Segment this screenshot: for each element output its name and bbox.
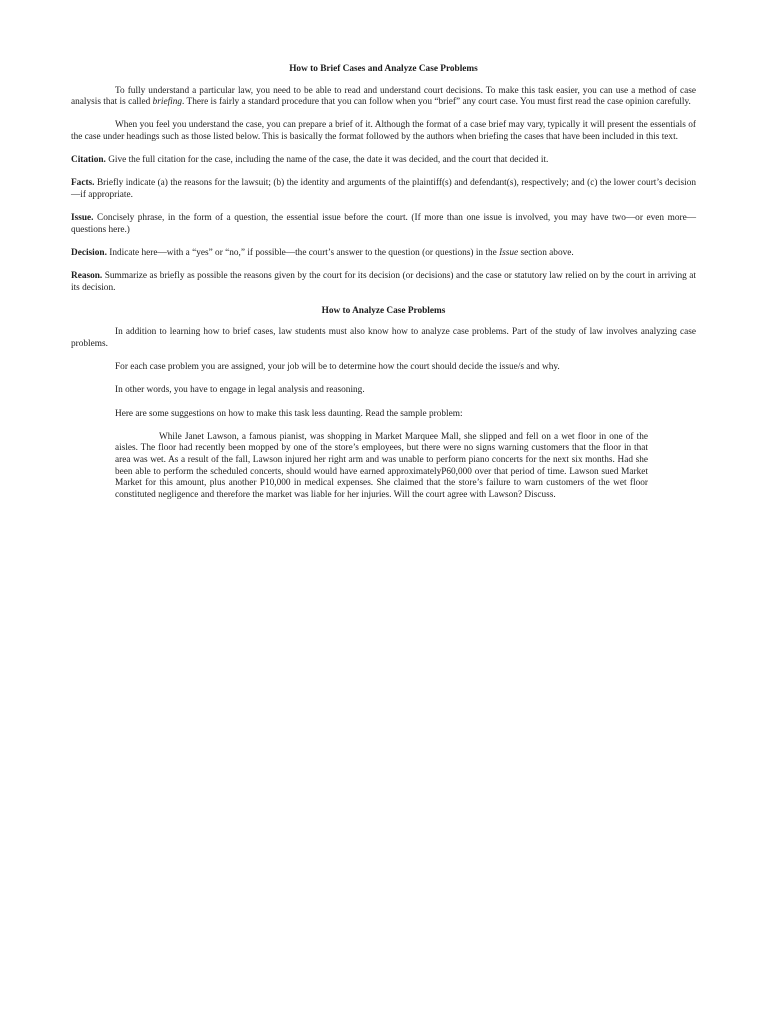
intro-text: To fully understand a particular law, you need to be able to read and understand court decisions. To make this task easier, you can use a method of case analysis that is called [71,85,696,108]
reason-text: Summarize as briefly as possible the reasons given by the court for its decision (or decisions) and the case or statutory law relied on by the court in arriving at its decision. [71,271,696,293]
section-title: How to Analyze Case Problems [321,305,446,316]
sample-problem: While Janet Lawson, a famous pianist, was shopping in Market Marquee Mall, she slipped and fell on a wet floor in one of the aisles. The floor had recently been mopped by one of the store’s employees, but there were no signs warning customers that the floor in that area was wet. As a result of the fall, Lawson injured her right arm and was unable to perform piano concerts for the next six months. Had she been able to perform the scheduled concerts, should would have earned approximatelyP60,000 over that period of time. Lawson sued Market Market for this amount, plus another P10,000 in medical expenses. She claimed that the store’s failure to warn customers of the wet floor constituted negligence and therefore the market was liable for her injuries. Will the court agree with Lawson? Discuss. [115,431,648,500]
decision-text: Indicate here—with a “yes” or “no,” if possible—the court’s answer to the question (or questions) in the [106,247,500,258]
analyze-paragraph-1: In addition to learning how to brief cases, law students must also know how to analyze case problems. Part of the study of law involves analyzing case problems. [71,327,696,350]
decision-label: Decision. [71,247,107,258]
analyze-paragraph-4: Here are some suggestions on how to make this task less daunting. Read the sample problem: [115,408,463,419]
citation-paragraph [71,155,696,167]
decision-text-cont: section above. [518,247,574,258]
citation-label: Citation. [71,155,106,166]
facts-text: Briefly indicate (a) the reasons for the lawsuit; (b) the identity and arguments of the plaintiff(s) and defendant(s), respectively; and (c) the lower court’s decision—if appropriate. [71,178,696,200]
document-page [71,64,696,501]
decision-paragraph [71,248,696,260]
analyze-paragraph-3: In other words, you have to engage in legal analysis and reasoning. [115,385,365,396]
issue-label: Issue. [71,213,94,224]
issue-reference: Issue [499,247,519,258]
intro-text-cont: . There is fairly a standard procedure that you can follow when you “brief” any court case. You must first read the case opinion carefully. [182,97,691,108]
facts-label: Facts. [71,178,95,189]
briefing-term: briefing [152,97,183,108]
intro-paragraph-1 [71,86,696,109]
citation-text: Give the full citation for the case, including the name of the case, the date it was decided, and the court that decided it. [105,155,549,166]
facts-paragraph [71,178,696,201]
intro-paragraph-2: When you feel you understand the case, you can prepare a brief of it. Although the format of a case brief may vary, typically it will present the essentials of the case under headings such as those listed below. This is basically the format followed by the authors when briefing the cases that have been included in this text. [71,120,696,142]
reason-label: Reason. [71,271,103,282]
issue-paragraph [71,213,696,236]
analyze-paragraph-2: For each case problem you are assigned, your job will be to determine how the court should decide the issue/s and why. [115,362,560,373]
issue-text: Concisely phrase, in the form of a question, the essential issue before the court. (If more than one issue is involved, you may have two—or even more—questions here.) [71,213,696,235]
document-title: How to Brief Cases and Analyze Case Problems [289,64,478,74]
reason-paragraph [71,271,696,294]
